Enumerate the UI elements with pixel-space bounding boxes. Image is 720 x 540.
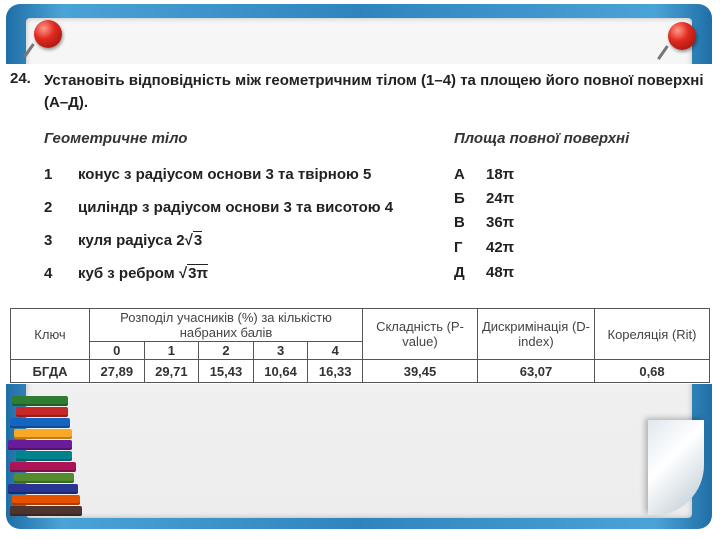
distribution-header: Розподіл учасників (%) за кількістю набраних балів bbox=[90, 309, 363, 342]
body-item: 3 куля радіуса 2√3 bbox=[44, 232, 203, 249]
score-label: 1 bbox=[144, 342, 199, 360]
answer-option: Б 24π bbox=[454, 190, 515, 207]
distribution-cell: 29,71 bbox=[144, 360, 199, 383]
body-item: 1 конус з радіусом основи 3 та твірною 5 bbox=[44, 166, 372, 183]
answers-column-title: Площа повної поверхні bbox=[454, 130, 630, 147]
square-root-icon: √ bbox=[178, 265, 188, 282]
bodies-column-title: Геометричне тіло bbox=[44, 130, 188, 147]
distribution-cell: 27,89 bbox=[90, 360, 145, 383]
score-label: 4 bbox=[308, 342, 363, 360]
answer-option: В 36π bbox=[454, 214, 515, 231]
answer-option: Г 42π bbox=[454, 239, 515, 256]
answer-option: А 18π bbox=[454, 166, 515, 183]
page-curl-decoration bbox=[648, 420, 704, 515]
question-number: 24. bbox=[10, 70, 31, 87]
statistics-table bbox=[10, 308, 710, 383]
correlation-header: Кореляція (Rit) bbox=[595, 309, 710, 360]
book-stack-illustration bbox=[8, 390, 88, 520]
distribution-cell: 10,64 bbox=[253, 360, 308, 383]
table-row bbox=[11, 360, 710, 383]
push-pin-icon bbox=[28, 18, 64, 54]
square-root-icon: √ bbox=[184, 232, 193, 249]
discrimination-header: Дискримінація (D-index) bbox=[478, 309, 595, 360]
question-sheet bbox=[0, 64, 712, 384]
distribution-cell: 16,33 bbox=[308, 360, 363, 383]
correlation-cell: 0,68 bbox=[595, 360, 710, 383]
score-label: 0 bbox=[90, 342, 145, 360]
discrimination-cell: 63,07 bbox=[478, 360, 595, 383]
distribution-cell: 15,43 bbox=[199, 360, 254, 383]
body-item: 4 куб з ребром √3π bbox=[44, 265, 208, 282]
score-label: 2 bbox=[199, 342, 254, 360]
body-item: 2 циліндр з радіусом основи 3 та висотою 4 bbox=[44, 199, 394, 216]
answer-key-cell: БГДА bbox=[11, 360, 90, 383]
answer-option: Д 48π bbox=[454, 264, 515, 281]
question-text: Установіть відповідність між геометричним тілом (1–4) та площею його повної поверхні (А–Д). bbox=[44, 72, 704, 111]
difficulty-header: Складність (P-value) bbox=[363, 309, 478, 360]
difficulty-cell: 39,45 bbox=[363, 360, 478, 383]
key-header: Ключ bbox=[11, 309, 90, 360]
score-label: 3 bbox=[253, 342, 308, 360]
push-pin-icon bbox=[662, 20, 698, 56]
